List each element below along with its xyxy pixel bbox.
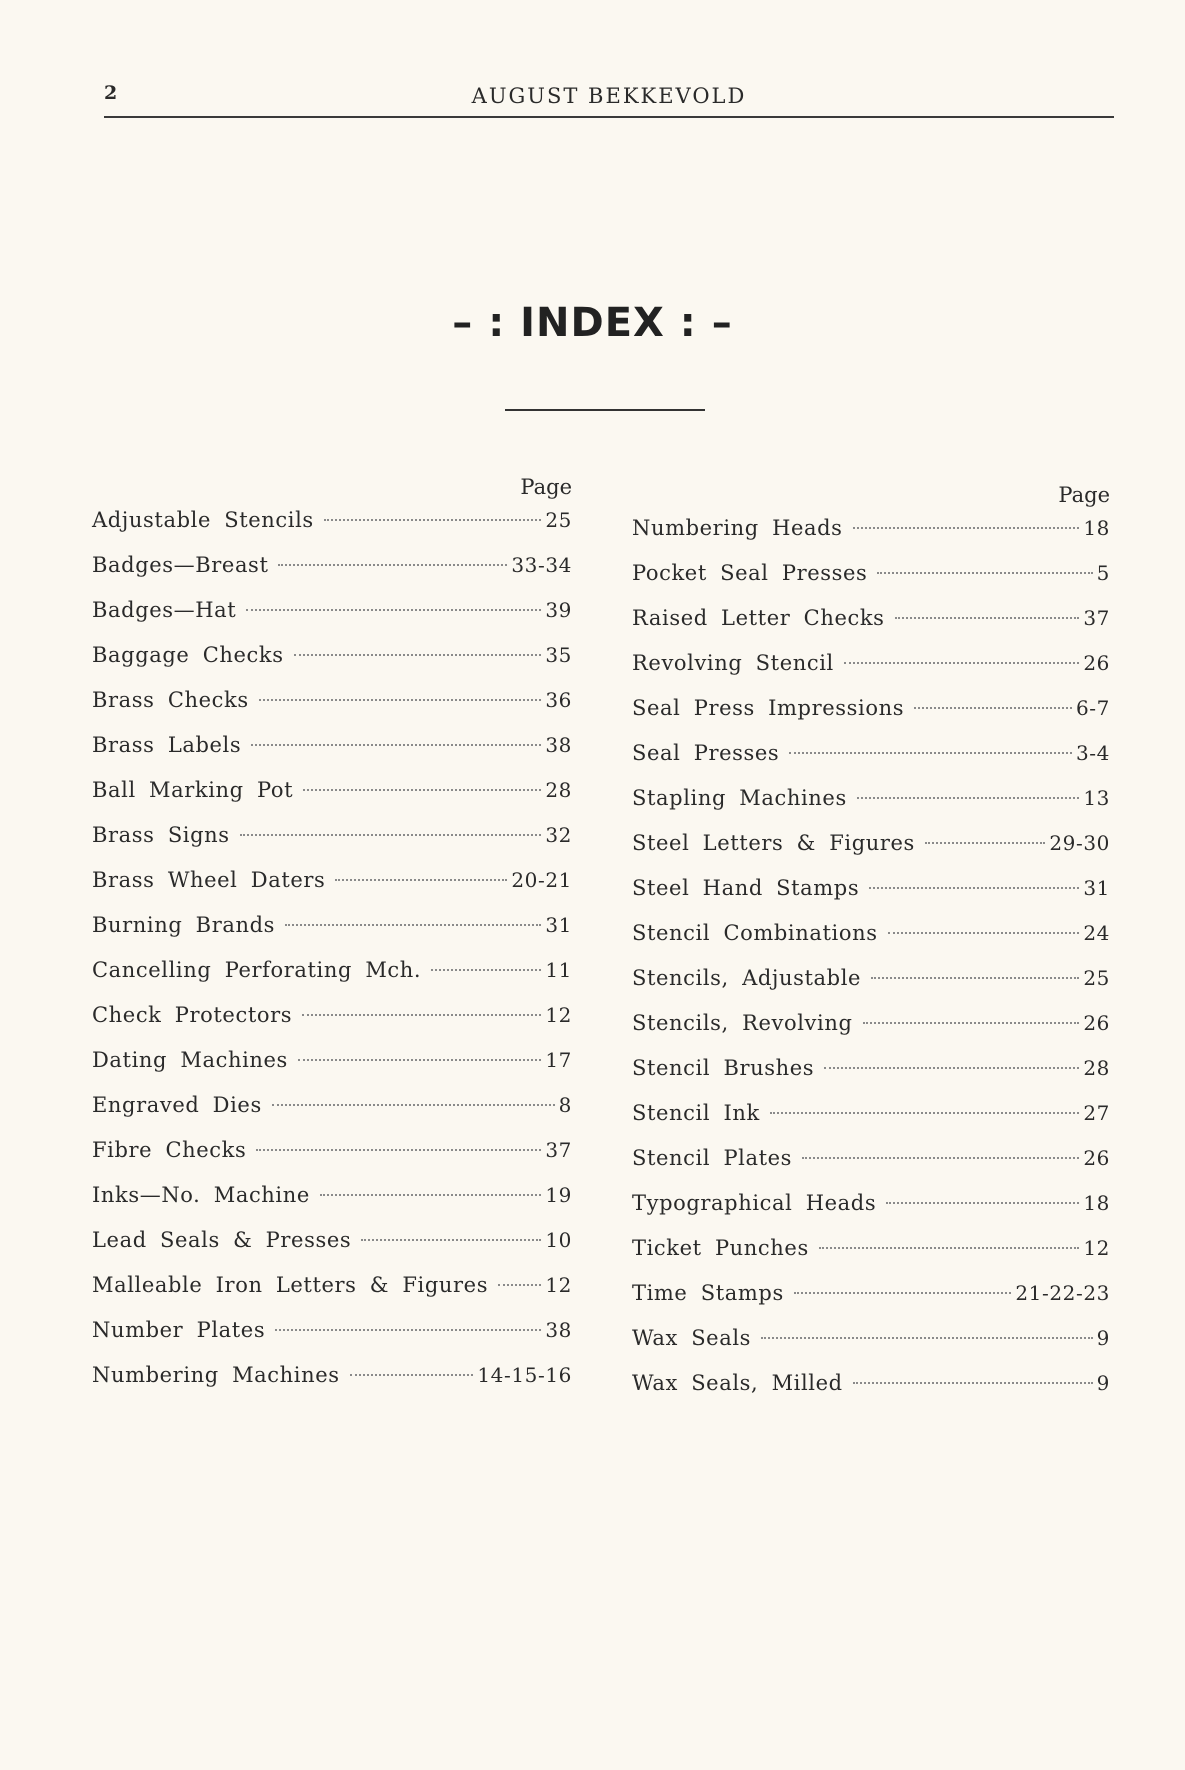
dot-leader (350, 1374, 474, 1376)
index-entry (92, 1360, 572, 1405)
dot-leader (302, 1014, 541, 1016)
index-title: – : INDEX : – (452, 300, 733, 346)
index-entry (92, 775, 572, 820)
entry-title: Raised Letter Checks (632, 606, 885, 630)
dot-leader (259, 699, 542, 701)
entry-page-number: 21-22-23 (1015, 1281, 1110, 1305)
dot-leader (869, 887, 1079, 889)
entry-title: Stencils, Adjustable (632, 966, 862, 990)
entry-title: Brass Checks (92, 688, 249, 712)
dot-leader (335, 879, 507, 881)
entry-title: Brass Wheel Daters (92, 868, 326, 892)
index-entry (632, 828, 1110, 873)
entry-title: Ball Marking Pot (92, 778, 294, 802)
dot-leader (278, 564, 507, 566)
entry-page-number: 12 (545, 1003, 572, 1027)
entry-page-number: 11 (545, 958, 572, 982)
entry-page-number: 10 (545, 1228, 572, 1252)
entry-title: Check Protectors (92, 1003, 293, 1027)
dot-leader (824, 1067, 1079, 1069)
index-entry (632, 693, 1110, 738)
index-entry (92, 1135, 572, 1180)
entry-title: Stencil Plates (632, 1146, 793, 1170)
entry-page-number: 31 (545, 913, 572, 937)
index-entry (92, 1315, 572, 1360)
entry-page-number: 19 (545, 1183, 572, 1207)
index-entry (92, 550, 572, 595)
dot-leader (498, 1284, 541, 1286)
entry-title: Steel Hand Stamps (632, 876, 860, 900)
index-entry (92, 1045, 572, 1090)
entry-title: Time Stamps (632, 1281, 784, 1305)
index-entry (632, 1053, 1110, 1098)
entry-title: Fibre Checks (92, 1138, 247, 1162)
dot-leader (246, 609, 541, 611)
entry-page-number: 24 (1083, 921, 1110, 945)
index-entry (92, 1090, 572, 1135)
index-entry (632, 558, 1110, 603)
dot-leader (886, 1202, 1079, 1204)
entry-title: Pocket Seal Presses (632, 561, 868, 585)
entry-page-number: 25 (1083, 966, 1110, 990)
entry-page-number: 28 (1083, 1056, 1110, 1080)
dot-leader (863, 1022, 1080, 1024)
dot-leader (789, 752, 1072, 754)
dot-leader (819, 1247, 1080, 1249)
entry-page-number: 32 (545, 823, 572, 847)
entry-title: Stencil Ink (632, 1101, 760, 1125)
index-entry (632, 648, 1110, 693)
index-entry (92, 865, 572, 910)
entry-title: Seal Presses (632, 741, 780, 765)
index-entry (92, 595, 572, 640)
running-title: AUGUST BEKKEVOLD (471, 84, 747, 108)
entry-title: Stapling Machines (632, 786, 847, 810)
running-header (104, 82, 1114, 122)
entry-page-number: 37 (545, 1138, 572, 1162)
entry-page-number: 5 (1096, 561, 1110, 585)
entry-title: Numbering Heads (632, 516, 843, 540)
dot-leader (285, 924, 541, 926)
entry-page-number: 26 (1083, 1146, 1110, 1170)
entry-title: Burning Brands (92, 913, 276, 937)
dot-leader (761, 1337, 1093, 1339)
page-column-label: Page (520, 475, 572, 499)
dot-leader (251, 744, 541, 746)
entry-title: Stencils, Revolving (632, 1011, 853, 1035)
dot-leader (294, 654, 542, 656)
index-entry (92, 820, 572, 865)
entry-page-number: 38 (545, 733, 572, 757)
entry-page-number: 14-15-16 (477, 1363, 572, 1387)
entry-page-number: 3-4 (1075, 741, 1110, 765)
index-entry (632, 513, 1110, 558)
index-entry (632, 918, 1110, 963)
index-entry (632, 1368, 1110, 1413)
entry-page-number: 35 (545, 643, 572, 667)
index-entry (92, 1270, 572, 1315)
index-entry (632, 738, 1110, 783)
entry-page-number: 37 (1083, 606, 1110, 630)
dot-leader (853, 1382, 1093, 1384)
entry-title: Typographical Heads (632, 1191, 877, 1215)
entry-page-number: 18 (1083, 1191, 1110, 1215)
entry-title: Revolving Stencil (632, 651, 834, 675)
dot-leader (320, 1194, 541, 1196)
index-entry (92, 1225, 572, 1270)
entry-title: Number Plates (92, 1318, 266, 1342)
entry-page-number: 33-34 (511, 553, 572, 577)
dot-leader (802, 1157, 1079, 1159)
entry-title: Stencil Combinations (632, 921, 878, 945)
entry-title: Badges—Breast (92, 553, 269, 577)
dot-leader (895, 617, 1080, 619)
index-entry (92, 955, 572, 1000)
header-rule (104, 116, 1114, 118)
entry-title: Malleable Iron Letters & Figures (92, 1273, 489, 1297)
index-column-left (92, 475, 572, 1405)
dot-leader (361, 1239, 541, 1241)
page-column-label: Page (1058, 483, 1110, 507)
dot-leader (794, 1292, 1012, 1294)
dot-leader (256, 1149, 541, 1151)
page-number: 2 (104, 82, 118, 104)
entry-page-number: 18 (1083, 516, 1110, 540)
title-rule (505, 409, 705, 411)
index-entry (632, 873, 1110, 918)
entry-title: Dating Machines (92, 1048, 288, 1072)
entry-page-number: 6-7 (1075, 696, 1110, 720)
dot-leader (871, 977, 1079, 979)
entry-page-number: 9 (1096, 1371, 1110, 1395)
index-entry (92, 640, 572, 685)
entry-title: Cancelling Perforating Mch. (92, 958, 422, 982)
entry-title: Lead Seals & Presses (92, 1228, 352, 1252)
dot-leader (925, 842, 1045, 844)
dot-leader (272, 1104, 555, 1106)
dot-leader (431, 969, 541, 971)
index-entry (92, 910, 572, 955)
index-entry (92, 730, 572, 775)
entry-page-number: 31 (1083, 876, 1110, 900)
entry-title: Steel Letters & Figures (632, 831, 915, 855)
dot-leader (888, 932, 1080, 934)
index-entry (632, 1278, 1110, 1323)
entry-title: Engraved Dies (92, 1093, 262, 1117)
dot-leader (298, 1059, 541, 1061)
index-entry (632, 1323, 1110, 1368)
dot-leader (914, 707, 1072, 709)
dot-leader (853, 527, 1080, 529)
index-list-left (92, 505, 572, 1405)
index-entry (632, 1188, 1110, 1233)
entry-page-number: 26 (1083, 651, 1110, 675)
entry-title: Stencil Brushes (632, 1056, 815, 1080)
index-entry (632, 963, 1110, 1008)
entry-page-number: 8 (558, 1093, 572, 1117)
dot-leader (324, 519, 542, 521)
entry-page-number: 20-21 (511, 868, 572, 892)
entry-title: Wax Seals, Milled (632, 1371, 843, 1395)
index-entry (632, 1098, 1110, 1143)
entry-title: Inks—No. Machine (92, 1183, 310, 1207)
entry-page-number: 9 (1096, 1326, 1110, 1350)
entry-page-number: 13 (1083, 786, 1110, 810)
entry-title: Badges—Hat (92, 598, 237, 622)
index-entry (92, 505, 572, 550)
index-entry (92, 1180, 572, 1225)
entry-title: Adjustable Stencils (92, 508, 314, 532)
entry-title: Brass Labels (92, 733, 242, 757)
dot-leader (857, 797, 1080, 799)
dot-leader (844, 662, 1079, 664)
index-column-right (632, 483, 1110, 1413)
dot-leader (240, 834, 542, 836)
entry-page-number: 25 (545, 508, 572, 532)
entry-title: Numbering Machines (92, 1363, 340, 1387)
entry-title: Wax Seals (632, 1326, 752, 1350)
entry-title: Baggage Checks (92, 643, 284, 667)
index-entry (632, 1008, 1110, 1053)
entry-page-number: 26 (1083, 1011, 1110, 1035)
dot-leader (877, 572, 1092, 574)
entry-page-number: 17 (545, 1048, 572, 1072)
entry-title: Ticket Punches (632, 1236, 809, 1260)
index-entry (632, 1233, 1110, 1278)
entry-title: Brass Signs (92, 823, 230, 847)
index-entry (632, 603, 1110, 648)
index-entry (92, 685, 572, 730)
entry-page-number: 27 (1083, 1101, 1110, 1125)
entry-page-number: 29-30 (1049, 831, 1110, 855)
dot-leader (770, 1112, 1080, 1114)
dot-leader (303, 789, 541, 791)
entry-page-number: 38 (545, 1318, 572, 1342)
index-entry (632, 1143, 1110, 1188)
entry-page-number: 36 (545, 688, 572, 712)
dot-leader (275, 1329, 541, 1331)
entry-page-number: 39 (545, 598, 572, 622)
entry-page-number: 28 (545, 778, 572, 802)
index-entry (92, 1000, 572, 1045)
entry-page-number: 12 (545, 1273, 572, 1297)
entry-title: Seal Press Impressions (632, 696, 905, 720)
entry-page-number: 12 (1083, 1236, 1110, 1260)
index-entry (632, 783, 1110, 828)
index-list-right (632, 513, 1110, 1413)
